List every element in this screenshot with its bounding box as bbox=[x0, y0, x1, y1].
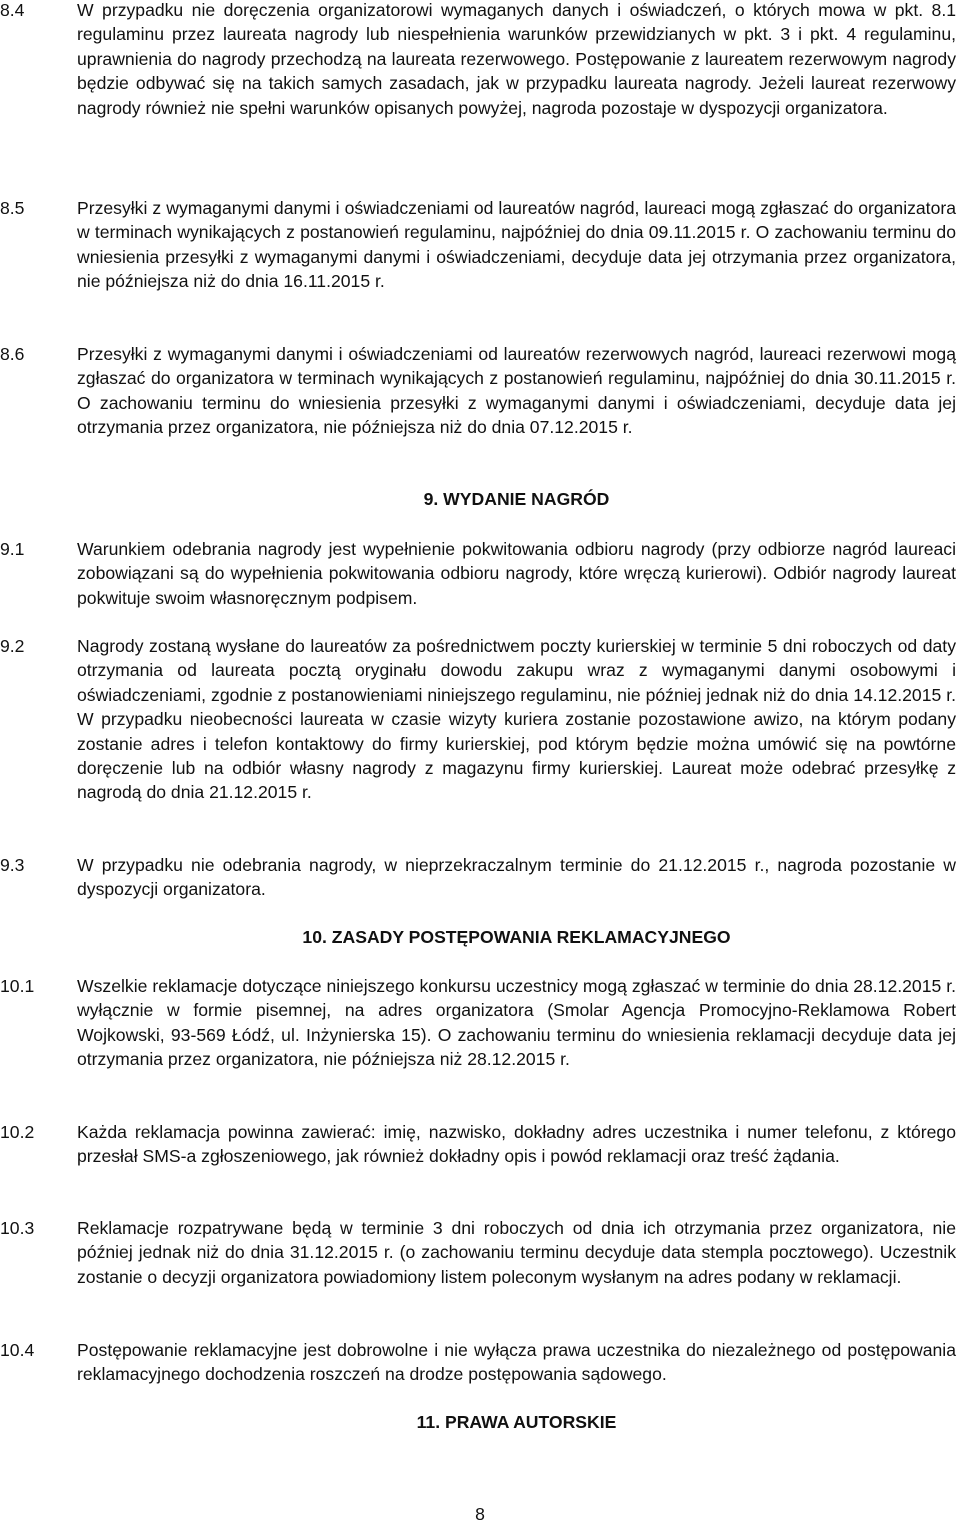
section-heading-11: 11. PRAWA AUTORSKIE bbox=[416, 1412, 617, 1432]
paragraph-text: Postępowanie reklamacyjne jest dobrowolne i nie wyłącza prawa uczestnika do niezależnego od postępowania reklamacyjnego dochodzenia roszczeń na drodze postępowania sądowego. bbox=[77, 1340, 956, 1385]
paragraph-text: Przesyłki z wymaganymi danymi i oświadczeniami od laureatów nagród, laureaci mogą zgłaszać do organizatora w terminach wynikających z postanowień regulaminu, najpóźniej do dnia 09.11.2015 r. O zachowaniu terminu do wniesienia przesyłki z wymaganymi danymi i oświadczeniami, decyduje data jej otrzymania przez organizatora, nie późniejsza niż do dnia 16.11.2015 r. bbox=[77, 198, 956, 292]
paragraph-number: 8.6 bbox=[0, 344, 25, 364]
section-heading-10: 10. ZASADY POSTĘPOWANIA REKLAMACYJNEGO bbox=[302, 927, 731, 947]
paragraph-number: 9.2 bbox=[0, 636, 25, 656]
paragraph-text: Każda reklamacja powinna zawierać: imię, nazwisko, dokładny adres uczestnika i numer telefonu, z którego przesłał SMS-a zgłoszeniowego, jak również dokładny opis i powód reklamacji oraz treść żądania. bbox=[77, 1122, 956, 1167]
paragraph-8-6 bbox=[0, 342, 956, 440]
paragraph-text: W przypadku nie doręczenia organizatorowi wymaganych danych i oświadczeń, o których mowa w pkt. 8.1 regulaminu przez laureata nagrody lub niespełnienia warunków przewidzianych w pkt. 3 i pkt. 4 regulaminu, uprawnienia do nagrody przechodzą na laureata rezerwowego. Postępowanie z laureatem rezerwowym nagrody będzie odbywać się na takich samych zasadach, jak w przypadku laureata nagrody. Jeżeli laureat rezerwowy nagrody również nie spełni warunków opisanych powyżej, nagroda pozostaje w dyspozycji organizatora. bbox=[77, 0, 956, 118]
paragraph-text: Wszelkie reklamacje dotyczące niniejszego konkursu uczestnicy mogą zgłaszać w terminie do dnia 28.12.2015 r. wyłącznie w formie pisemnej, na adres organizatora (Smolar Agencja Promocyjno-Reklamowa Robert Wojkowski, 93-569 Łódź, ul. Inżynierska 15). O zachowaniu terminu do wniesienia reklamacji decyduje data jej otrzymania przez organizatora, nie późniejsza niż 28.12.2015 r. bbox=[77, 976, 956, 1070]
paragraph-8-5 bbox=[0, 196, 956, 294]
paragraph-text: Przesyłki z wymaganymi danymi i oświadczeniami od laureatów rezerwowych nagród, laureaci rezerwowi mogą zgłaszać do organizatora w terminach wynikających z postanowień regulaminu, najpóźniej do dnia 30.11.2015 r. O zachowaniu terminu do wniesienia przesyłki z wymaganymi danymi i oświadczeniami, decyduje data jej otrzymania przez organizatora, nie późniejsza niż do dnia 07.12.2015 r. bbox=[77, 344, 956, 438]
paragraph-text: Warunkiem odebrania nagrody jest wypełnienie pokwitowania odbioru nagrody (przy odbiorze nagród laureaci zobowiązani są do wypełnienia pokwitowania odbioru nagrody, które wręczą kurierowi). Odbiór nagrody laureat pokwituje swoim własnoręcznym podpisem. bbox=[77, 539, 956, 608]
paragraph-10-1 bbox=[0, 974, 956, 1072]
paragraph-8-4 bbox=[0, 0, 956, 120]
paragraph-10-4 bbox=[0, 1338, 956, 1387]
paragraph-text: W przypadku nie odebrania nagrody, w nieprzekraczalnym terminie do 21.12.2015 r., nagroda pozostanie w dyspozycji organizatora. bbox=[77, 855, 956, 900]
paragraph-number: 8.5 bbox=[0, 198, 25, 218]
paragraph-number: 9.3 bbox=[0, 855, 25, 875]
paragraph-9-2 bbox=[0, 634, 956, 805]
paragraph-text: Nagrody zostaną wysłane do laureatów za pośrednictwem poczty kurierskiej w terminie 5 dni roboczych od daty otrzymania od laureata pocztą oryginału dowodu zakupu wraz z wymaganymi danymi osobowymi i oświadczeniami, zgodnie z postanowieniami niniejszego regulaminu, nie później jednak niż do dnia 14.12.2015 r. W przypadku nieobecności laureata w czasie wizyty kuriera zostanie pozostawione awizo, na którym podany zostanie adres i telefon kontaktowy do firmy kurierskiej, pod którym będzie można umówić się na powtórne doręczenie lub na odbiór własny nagrody z magazynu firmy kurierskiej. Laureat może odebrać przesyłkę z nagrodą do dnia 21.12.2015 r. bbox=[77, 636, 956, 803]
section-heading-9: 9. WYDANIE NAGRÓD bbox=[423, 489, 610, 509]
paragraph-number: 10.4 bbox=[0, 1340, 35, 1360]
paragraph-10-3 bbox=[0, 1216, 956, 1289]
paragraph-number: 10.1 bbox=[0, 976, 35, 996]
paragraph-number: 10.2 bbox=[0, 1122, 35, 1142]
paragraph-number: 10.3 bbox=[0, 1218, 35, 1238]
paragraph-10-2 bbox=[0, 1120, 956, 1169]
paragraph-number: 8.4 bbox=[0, 0, 25, 20]
paragraph-text: Reklamacje rozpatrywane będą w terminie 3 dni roboczych od dnia ich otrzymania przez organizatora, nie później jednak niż do dnia 31.12.2015 r. (o zachowaniu terminu decyduje data stempla pocztowego). Uczestnik zostanie o decyzji organizatora powiadomiony listem poleconym wysłanym na adres podany w reklamacji. bbox=[77, 1218, 956, 1287]
paragraph-9-3 bbox=[0, 853, 956, 902]
page-number: 8 bbox=[475, 1504, 485, 1524]
paragraph-number: 9.1 bbox=[0, 539, 25, 559]
paragraph-9-1 bbox=[0, 537, 956, 610]
